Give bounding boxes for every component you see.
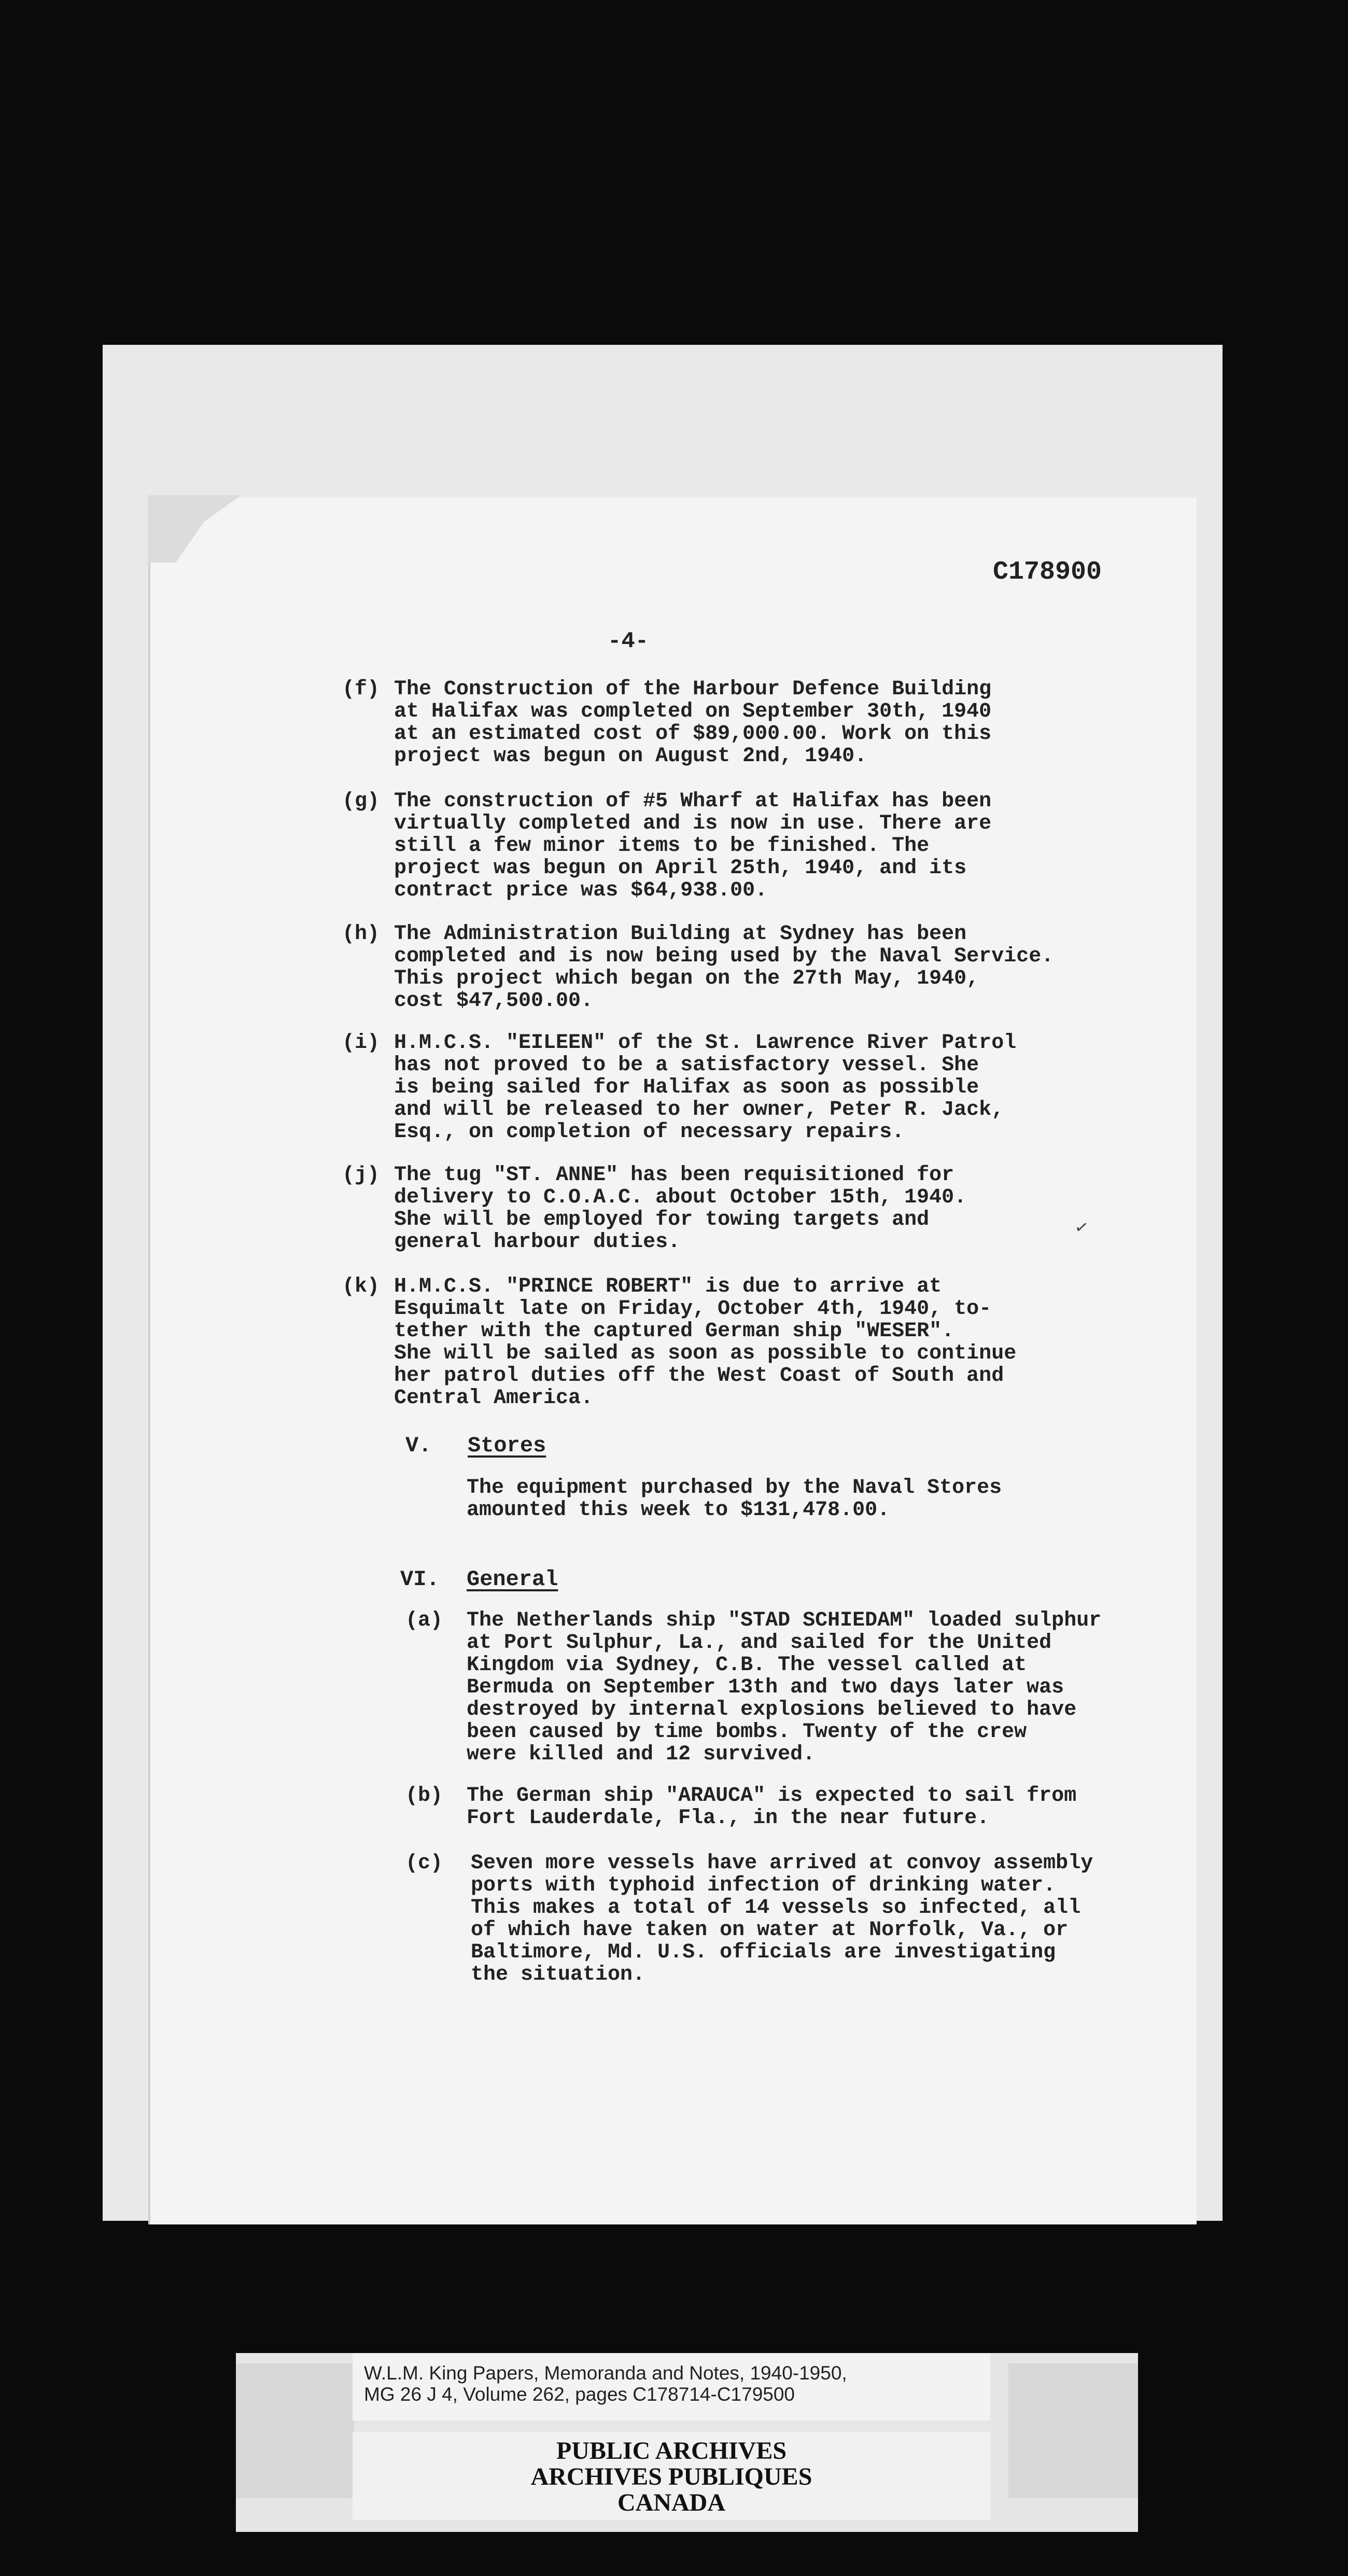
paragraph-text: H.M.C.S. "PRINCE ROBERT" is due to arrive at Esquimalt late on Friday, October 4th, 1940, to- tether with the captured German ship "WESER". She will be sailed as soon as possible to continue her patrol duties off the West Coast of South and Central America. — [394, 1275, 1017, 1410]
paragraph-f — [342, 678, 1161, 768]
paragraph-marker: (g) — [342, 790, 380, 813]
paragraph-vi-a — [405, 1609, 1151, 1766]
paragraph-marker: (b) — [405, 1784, 443, 1808]
section-number: V. — [405, 1433, 432, 1458]
paragraph-text: The tug "ST. ANNE" has been requisitioned for delivery to C.O.A.C. about October 15th, 1940. She will be employed for towing targets and general harbour duties. — [394, 1164, 967, 1254]
paragraph-h — [342, 922, 1161, 1013]
paragraph-k — [342, 1275, 1161, 1410]
paragraph-marker: (h) — [342, 922, 380, 946]
page-number: -4- — [608, 628, 649, 654]
paragraph-text: The construction of #5 Wharf at Halifax has been virtually completed and is now in use. There are still a few minor items to be finished. The project was begun on April 25th, 1940, and its contract price was $64,938.00. — [394, 790, 992, 902]
paragraph-text: The Administration Building at Sydney has been completed and is now being used by the Naval Service. This project which began on the 27th May, 1940, cost $47,500.00. — [394, 922, 1054, 1013]
document-number: C178900 — [993, 557, 1102, 587]
paragraph-text: The Construction of the Harbour Defence Building at Halifax was completed on September 30th, 1940 at an estimated cost of $89,000.00. Work on this project was begun on August 2nd, 1940. — [394, 678, 992, 768]
stamp-line: ARCHIVES PUBLIQUES — [530, 2463, 812, 2490]
paragraph-text: H.M.C.S. "EILEEN" of the St. Lawrence River Patrol has not proved to be a satisfactory vessel. She is being sailed for Halifax as soon as possible and will be released to her owner, Peter R. Jack, Esq., on completion of necessary repairs. — [394, 1031, 1017, 1144]
archive-stamp — [353, 2432, 990, 2520]
paragraph-marker: (f) — [342, 678, 380, 701]
citation-line: W.L.M. King Papers, Memoranda and Notes, 1940-1950, — [364, 2362, 847, 2384]
paragraph-marker: (i) — [342, 1031, 380, 1055]
label-tab-left — [236, 2363, 354, 2498]
section-title: General — [467, 1567, 558, 1592]
paragraph-text: The Netherlands ship "STAD SCHIEDAM" loaded sulphur at Port Sulphur, La., and sailed for the United Kingdom via Sydney, C.B. The vessel called at Bermuda on September 13th and two days later was destroyed by internal explosions believed to have been caused by time bombs. Twenty of the crew were killed and 12 survived. — [467, 1609, 1102, 1766]
paragraph-g — [342, 790, 1161, 902]
paragraph-text: Seven more vessels have arrived at convoy assembly ports with typhoid infection of drinking water. This makes a total of 14 vessels so infected, all of which have taken on water at Norfolk, Va., or Baltimore, Md. U.S. officials are investigating the situation. — [471, 1852, 1093, 1986]
paragraph-marker: (j) — [342, 1164, 380, 1187]
paragraph-marker: (a) — [405, 1609, 443, 1632]
paragraph-text: The German ship "ARAUCA" is expected to sail from Fort Lauderdale, Fla., in the near future. — [467, 1784, 1077, 1830]
paragraph-marker: (c) — [405, 1852, 443, 1875]
paragraph-vi-c — [405, 1852, 1155, 1986]
section-v-text — [467, 1477, 1141, 1521]
paragraph-i — [342, 1031, 1161, 1144]
archive-citation — [353, 2353, 990, 2420]
paragraph-vi-b — [405, 1784, 1151, 1830]
citation-line: MG 26 J 4, Volume 262, pages C178714-C179500 — [364, 2384, 795, 2405]
section-title: Stores — [468, 1433, 546, 1458]
paragraph-text: The equipment purchased by the Naval Stores amounted this week to $131,478.00. — [467, 1476, 1002, 1522]
section-number: VI. — [400, 1567, 440, 1592]
check-mark-icon: ✓ — [1073, 1216, 1090, 1239]
paragraph-marker: (k) — [342, 1275, 380, 1298]
label-tab-right — [1008, 2363, 1138, 2498]
stamp-line: CANADA — [617, 2489, 725, 2516]
paragraph-j — [342, 1164, 1161, 1254]
stamp-line: PUBLIC ARCHIVES — [556, 2437, 787, 2465]
